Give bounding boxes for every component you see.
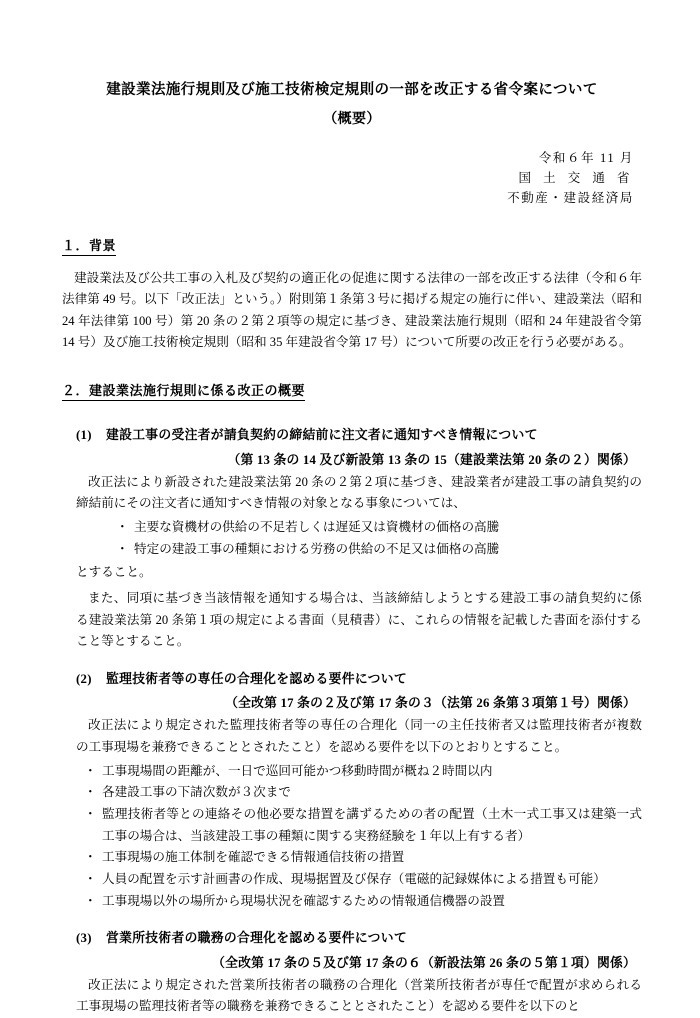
subsection-2-title bbox=[76, 669, 642, 689]
subsection-1-number: (1) bbox=[76, 428, 92, 443]
section-1-body: 建設業法及び公共工事の入札及び契約の適正化の促進に関する法律の一部を改正する法律（令和６年法律第 49 号。以下「改正法」という。）附則第１条第３号に掲げる規定の施行に伴い、建設業法（昭和 24 年法律第 100 号）第 20 条の２第２項等の規定に基づき、建設業法施行規則（昭和 24 年建設省令第 14 号）及び施工技術検定規則（昭和 35 年建設省令第 17 号）について所要の改正を行う必要がある。 bbox=[62, 270, 642, 350]
subsection-1-bullets bbox=[116, 517, 642, 560]
list-item: ・ 工事現場間の距離が、一日で巡回可能かつ移動時間が概ね２時間以内 bbox=[84, 761, 642, 783]
page-title: 建設業法施行規則及び施工技術検定規則の一部を改正する省令案について bbox=[106, 82, 598, 98]
subsection-2-bullets bbox=[84, 761, 642, 913]
section-heading-2: ２．建設業法施行規則に係る改正の概要 bbox=[62, 380, 305, 401]
subsection-3-heading-text: 営業所技術者の職務の合理化を認める要件について bbox=[106, 931, 407, 946]
issuer-block bbox=[62, 148, 642, 209]
list-item: ・ 工事現場の施工体制を確認できる情報通信技術の措置 bbox=[84, 847, 642, 869]
subsection-1-tail: とすること。 bbox=[76, 565, 152, 580]
list-item: ・ 各建設工事の下請次数が３次まで bbox=[84, 782, 642, 804]
subsection-2 bbox=[76, 669, 642, 912]
subsection-3-number: (3) bbox=[76, 931, 92, 946]
subsection-3-title bbox=[76, 928, 642, 948]
issuer-bureau: 不動産・建設経済局 bbox=[507, 191, 634, 206]
subsection-1-title bbox=[76, 425, 642, 445]
issuer-ministry: 国 土 交 通 省 bbox=[518, 171, 634, 185]
subsection-2-reference: （全改第 17 条の２及び第 17 条の３（法第 26 条第３項第１号）関係） bbox=[225, 696, 636, 711]
subsection-1-heading-text: 建設工事の受注者が請負契約の締結前に注文者に通知すべき情報について bbox=[106, 428, 538, 443]
subsection-1 bbox=[76, 425, 642, 653]
issue-date: 令和６年 11 月 bbox=[538, 150, 634, 165]
subsection-1-reference: （第 13 条の 14 及び新設第 13 条の 15（建設業法第 20 条の２）関係） bbox=[227, 452, 636, 467]
subsection-3-lead: 改正法により規定された営業所技術者の職務の合理化（営業所技術者が専任で配置が求められる工事現場の監理技術者等の職務を兼務できることとされたこと）を認める要件を以下のと bbox=[76, 977, 642, 1014]
list-item: ・ 特定の建設工事の種類における労務の供給の不足又は価格の高騰 bbox=[116, 539, 642, 561]
section-background bbox=[62, 209, 642, 355]
subsection-2-number: (2) bbox=[76, 671, 92, 686]
subsection-1-lead: 改正法により新設された建設業法第 20 条の２第２項に基づき、建設業者が建設工事の請負契約の締結前にその注文者に通知すべき情報の対象となる事象については、 bbox=[76, 474, 642, 511]
subsection-1-after: また、同項に基づき当該情報を通知する場合は、当該締結しようとする建設工事の請負契約に係る建設業法第 20 条第１項の規定による書面（見積書）に、これらの情報を記載した書面を添付すること等とすること。 bbox=[76, 590, 642, 649]
subsection-3 bbox=[76, 928, 642, 1018]
subsection-2-heading-text: 監理技術者等の専任の合理化を認める要件について bbox=[106, 671, 407, 686]
list-item: ・ 工事現場以外の場所から現場状況を確認するための情報通信機器の設置 bbox=[84, 891, 642, 913]
list-item: ・ 人員の配置を示す計画書の作成、現場据置及び保存（電磁的記録媒体による措置も可能） bbox=[84, 869, 642, 891]
section-heading-1: １．背景 bbox=[62, 235, 116, 256]
list-item: ・ 監理技術者等との連絡その他必要な措置を講ずるための者の配置（土木一式工事又は建築一式工事の場合は、当該建設工事の種類に関する実務経験を１年以上有する者） bbox=[84, 804, 642, 847]
section-outline bbox=[62, 354, 642, 1018]
page-subtitle: （概要） bbox=[323, 111, 381, 127]
subsection-3-reference: （全改第 17 条の５及び第 17 条の６（新設法第 26 条の５第１項）関係） bbox=[212, 955, 636, 970]
subsection-2-lead: 改正法により規定された監理技術者等の専任の合理化（同一の主任技術者又は監理技術者が複数の工事現場を兼務できることとされたこと）を認める要件を以下のとおりとすること。 bbox=[76, 718, 642, 754]
list-item: ・ 主要な資機材の供給の不足若しくは遅延又は資機材の価格の高騰 bbox=[116, 517, 642, 539]
